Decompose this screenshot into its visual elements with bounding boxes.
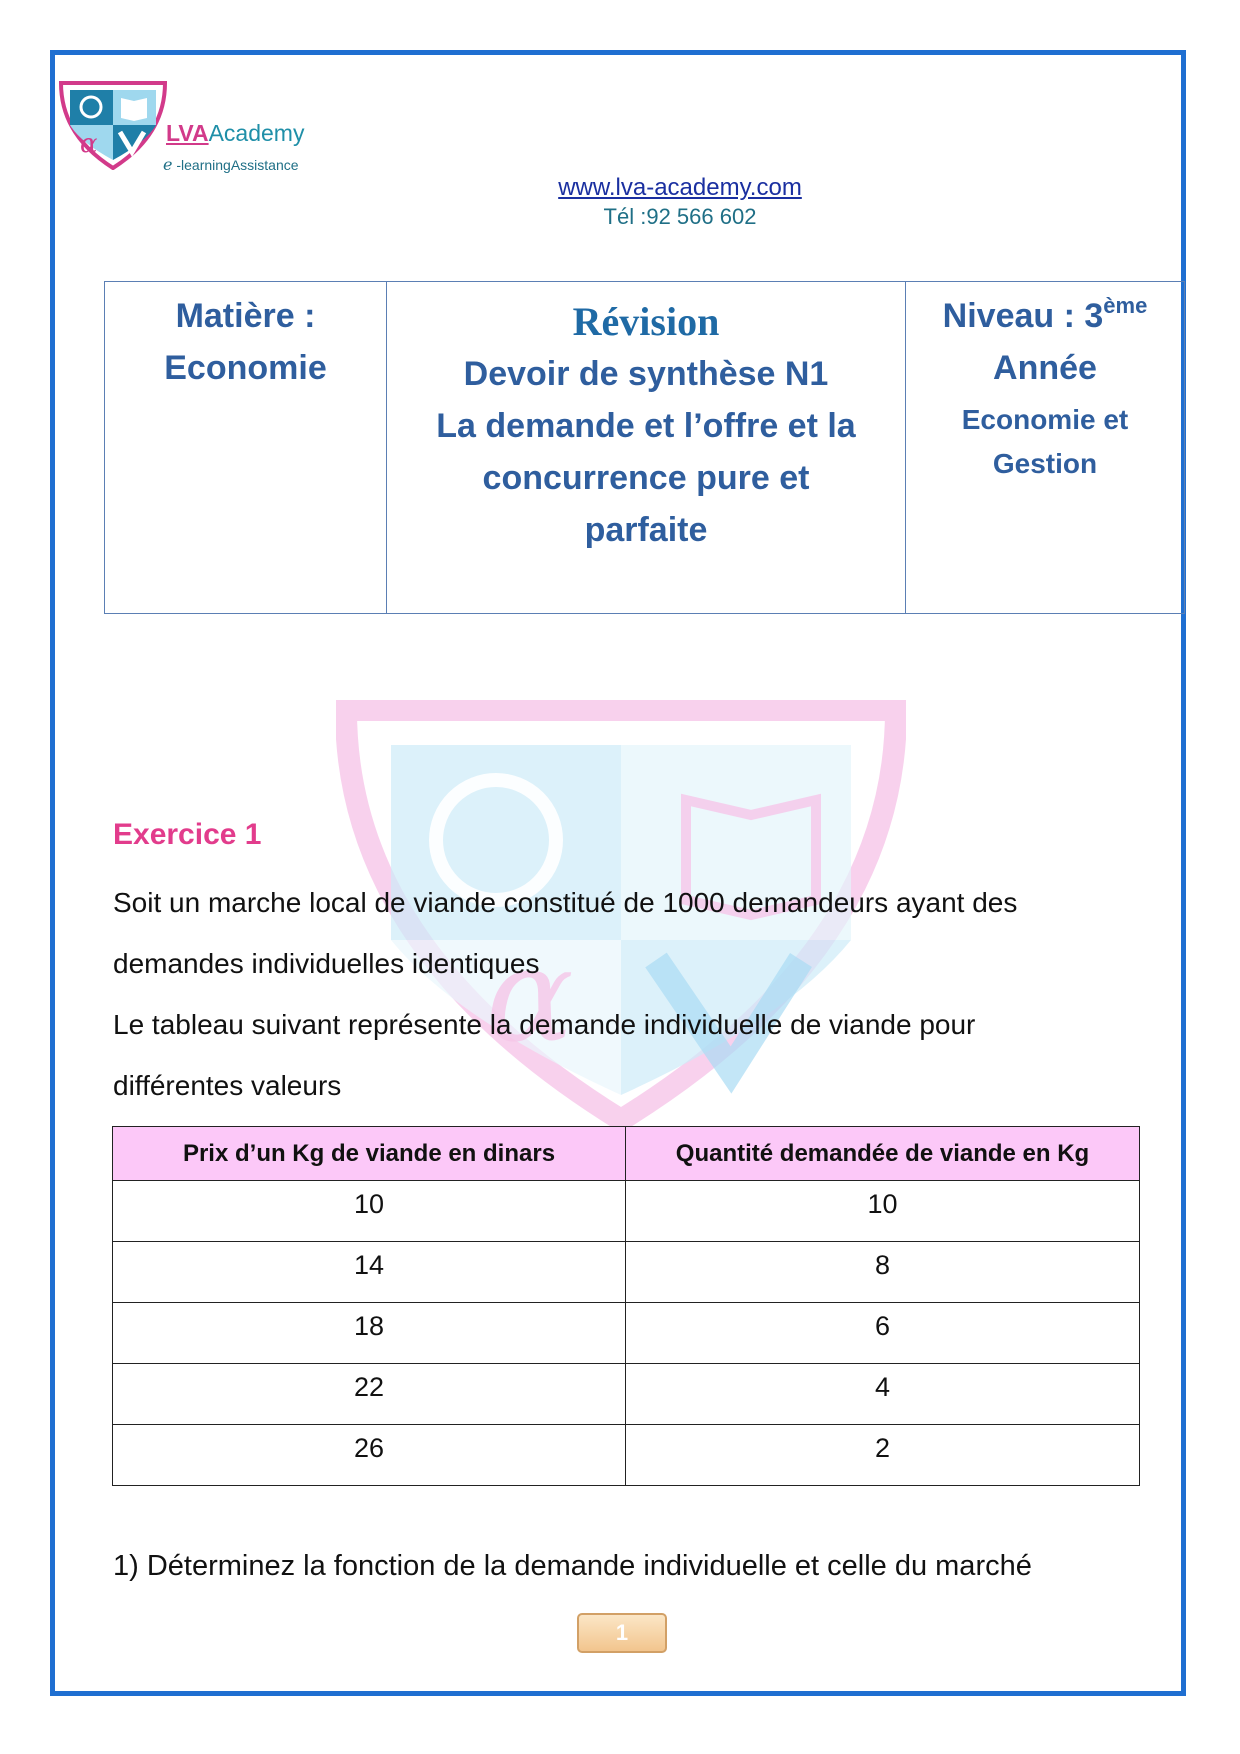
level-superscript: ème	[1103, 293, 1148, 318]
phone-number: Tél :92 566 602	[603, 204, 757, 229]
lva-academy-logo	[58, 80, 168, 170]
exercise-title: Exercice 1	[113, 818, 262, 851]
svg-text:α: α	[80, 129, 98, 159]
table-header-row	[113, 1127, 1140, 1181]
header-table	[104, 281, 1185, 614]
table-row	[113, 1364, 1140, 1425]
table-row	[113, 1181, 1140, 1242]
level-year: Année	[993, 349, 1097, 387]
title-line: concurrence pure et	[482, 459, 810, 497]
column-header-price: Prix d’un Kg de viande en dinars	[113, 1127, 626, 1181]
exercise-text-line: Soit un marche local de viande constitué de 1000 demandeurs ayant des	[113, 887, 1018, 918]
question-1: 1) Déterminez la fonction de la demande individuelle et celle du marché	[113, 1550, 1032, 1582]
quantity-cell: 8	[626, 1242, 1140, 1303]
price-cell: 22	[113, 1364, 626, 1425]
website-link[interactable]: www.lva-academy.com	[558, 174, 802, 201]
svg-text:α: α	[486, 919, 574, 1071]
page-number: 1	[577, 1613, 667, 1653]
title-line: La demande et l’offre et la	[436, 407, 856, 445]
column-header-quantity: Quantité demandée de viande en Kg	[626, 1127, 1140, 1181]
subject-cell	[105, 282, 387, 614]
price-cell: 14	[113, 1242, 626, 1303]
brand-tagline: e -learningAssistance	[163, 155, 299, 174]
quantity-cell: 4	[626, 1364, 1140, 1425]
level-cell	[906, 282, 1185, 614]
price-cell: 26	[113, 1425, 626, 1486]
section-line: Gestion	[992, 448, 1098, 479]
revision-heading: Révision	[572, 299, 720, 344]
table-row	[113, 1425, 1140, 1486]
price-cell: 10	[113, 1181, 626, 1242]
price-cell: 18	[113, 1303, 626, 1364]
section-line: Economie et	[961, 404, 1129, 435]
quantity-cell: 6	[626, 1303, 1140, 1364]
demand-table	[112, 1126, 1140, 1486]
exercise-text-line: demandes individuelles identiques	[113, 948, 540, 979]
title-line: parfaite	[584, 511, 708, 549]
title-cell	[387, 282, 906, 614]
level-label: Niveau : 3ème	[942, 293, 1148, 335]
brand-name: LVAAcademy	[166, 120, 305, 146]
subject-label: Matière :	[175, 297, 316, 335]
exercise-text-line: différentes valeurs	[113, 1070, 342, 1101]
title-line: Devoir de synthèse N1	[463, 355, 829, 393]
exercise-text-line: Le tableau suivant représente la demande individuelle de viande pour	[113, 1009, 976, 1040]
quantity-cell: 10	[626, 1181, 1140, 1242]
table-row	[113, 1303, 1140, 1364]
subject-name: Economie	[164, 349, 327, 387]
table-row	[113, 1242, 1140, 1303]
quantity-cell: 2	[626, 1425, 1140, 1486]
